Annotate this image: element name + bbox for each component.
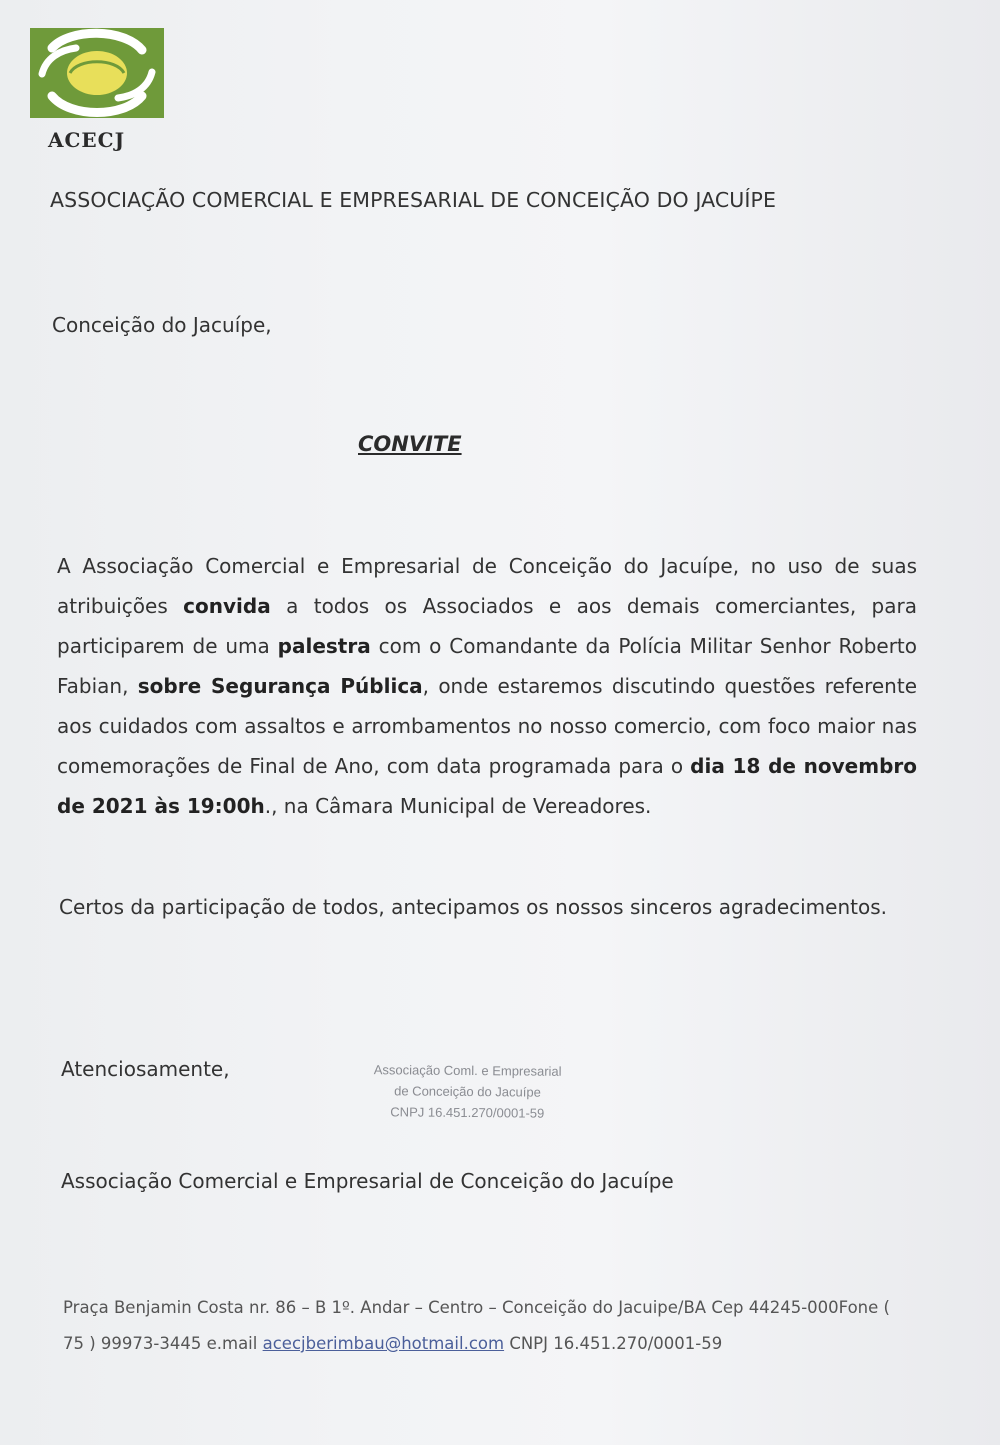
footer-email-link[interactable]: acecjberimbau@hotmail.com	[262, 1334, 505, 1353]
body-bold-date: dia 18 de novembro de 2021 às 19:00h	[57, 754, 917, 818]
body-text-g: , onde estaremos discutindo questões referente aos cuidados com assaltos e arrombamentos no nosso comercio, com foco maior nas comemorações de Final de Ano, com data programada para o	[57, 674, 917, 778]
logo-emblem-icon	[30, 28, 164, 118]
footer-address: Praça Benjamin Costa nr. 86 – B 1º. Andar – Centro – Conceição do Jacuipe/BA Cep 44245-000Fone ( 75 ) 99973-3445 e.mail	[63, 1298, 890, 1353]
body-text-e: com o Comandante da Polícia Militar Senhor Roberto Fabian,	[57, 634, 918, 698]
document-title: CONVITE	[358, 432, 462, 456]
thanks-paragraph: Certos da participação de todos, antecipamos os nossos sinceros agradecimentos.	[59, 895, 887, 919]
invitation-paragraph	[57, 546, 917, 826]
stamp-line-3: CNPJ 16.451.270/0001-59	[390, 1104, 545, 1121]
organization-stamp	[360, 1059, 576, 1124]
body-text-c: a todos os Associados e aos demais comerciantes, para participarem de uma	[57, 594, 917, 658]
stamp-line-1: Associação Coml. e Empresarial	[373, 1062, 562, 1079]
closing-salutation: Atenciosamente,	[61, 1057, 230, 1081]
footer-cnpj: CNPJ 16.451.270/0001-59	[504, 1334, 723, 1353]
logo	[30, 28, 166, 152]
body-bold-convida: convida	[183, 594, 271, 618]
signature-organization: Associação Comercial e Empresarial de Conceição do Jacuípe	[61, 1169, 674, 1193]
place-line: Conceição do Jacuípe,	[52, 313, 272, 337]
stamp-line-2: de Conceição do Jacuípe	[394, 1083, 541, 1100]
logo-abbreviation: ACECJ	[48, 128, 126, 152]
body-text-a: A Associação Comercial e Empresarial de Conceição do Jacuípe, no uso de suas atribuições	[57, 554, 917, 618]
body-bold-topic: sobre Segurança Pública	[137, 674, 423, 698]
body-bold-palestra: palestra	[277, 634, 371, 658]
footer-contact	[63, 1290, 893, 1362]
organization-header: ASSOCIAÇÃO COMERCIAL E EMPRESARIAL DE CONCEIÇÃO DO JACUÍPE	[50, 188, 777, 212]
body-text-i: ., na Câmara Municipal de Vereadores.	[264, 794, 652, 818]
